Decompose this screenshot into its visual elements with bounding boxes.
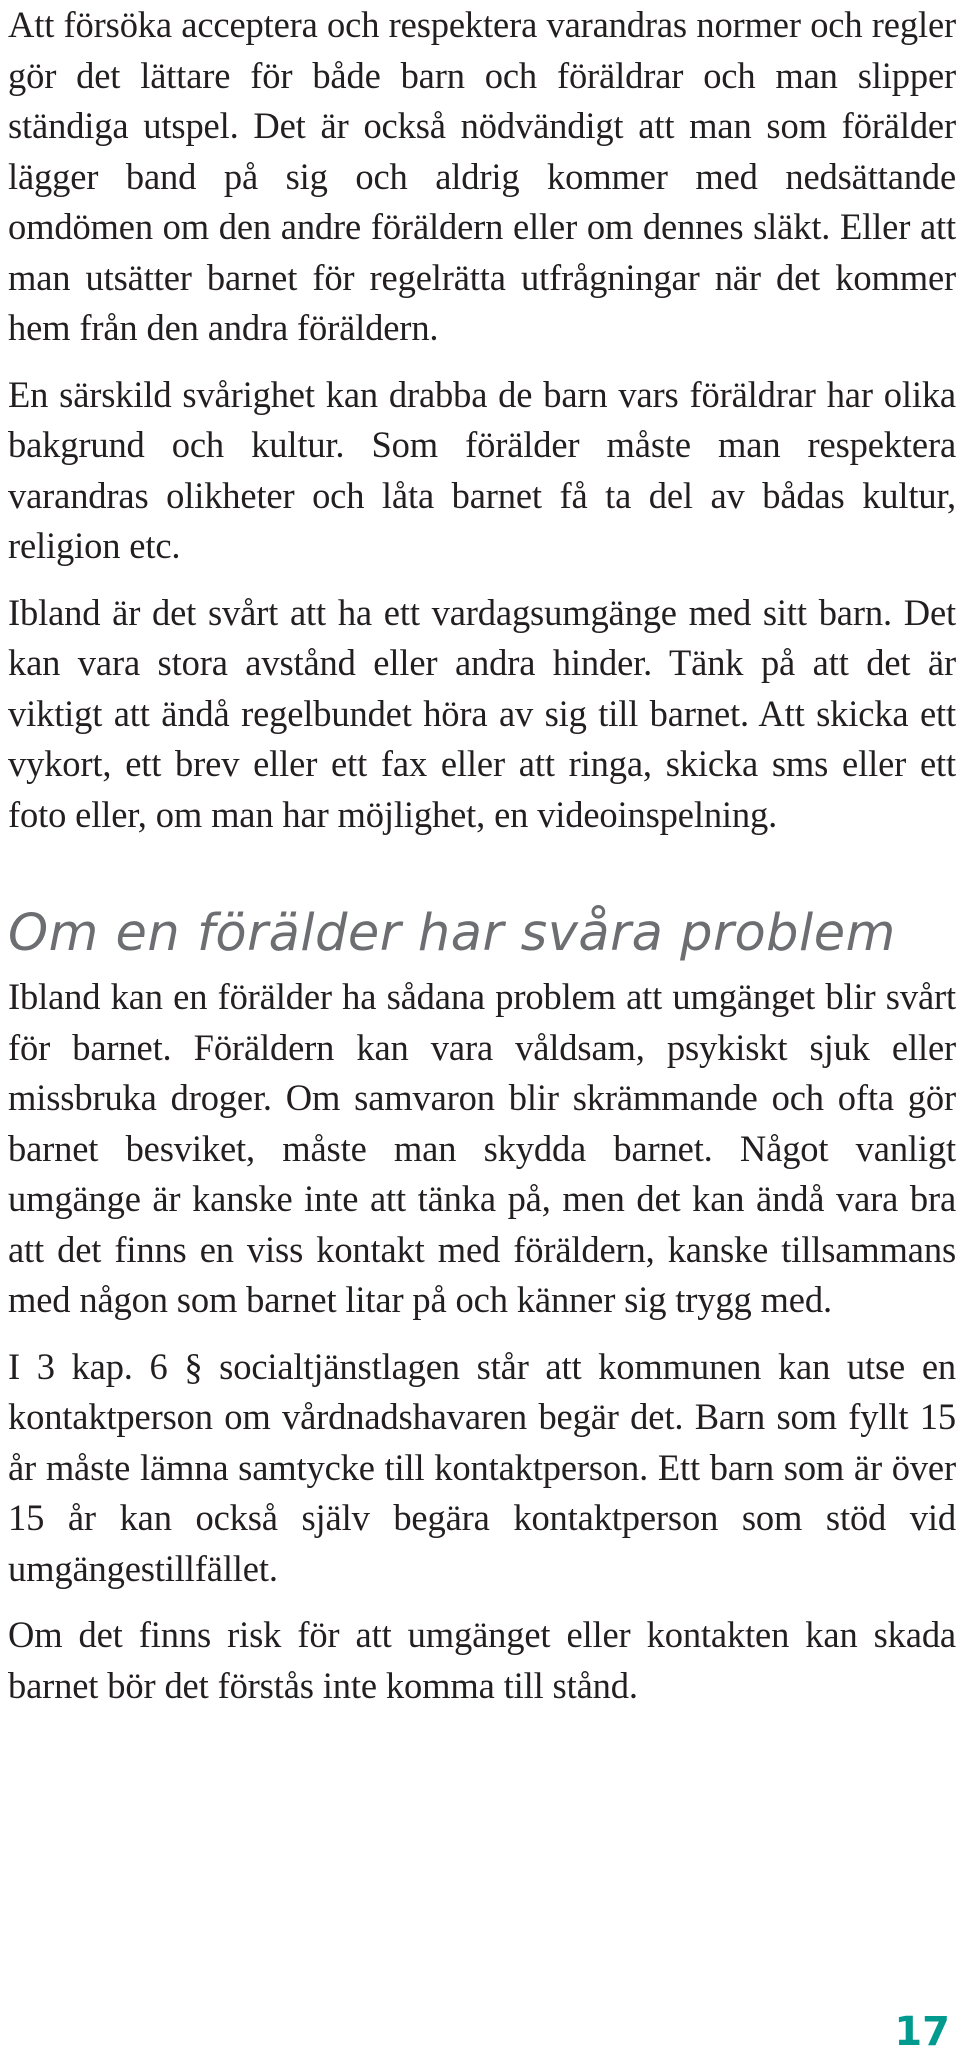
section-paragraph: Ibland kan en förälder ha sådana problem att umgänget blir svårt för barnet. Föräldern kan vara våldsam, psykiskt sjuk eller missbruka droger. Om samvaron blir skrämmande och ofta gör barnet besviket, måste man skydda barnet. Något vanligt umgänge är kanske inte att tänka på, men det kan ändå vara bra att det finns en viss kontakt med föräldern, kanske tillsammans med någon som barnet litar på och känner sig trygg med.	[8, 976, 956, 1320]
body-paragraph: Att försöka acceptera och respektera varandras normer och regler gör det lättare för både barn och föräldrar och man slipper ständiga utspel. Det är också nödvändigt att man som förälder lägger band på sig och aldrig kommer med nedsättande omdömen om den andre föräldern eller om dennes släkt. Eller att man utsätter barnet för regelrätta utfrågningar när det kommer hem från den andra föräldern.	[8, 4, 956, 348]
body-paragraph: En särskild svårighet kan drabba de barn vars föräldrar har olika bakgrund och kultur. Som förälder måste man respektera varandras olikheter och låta barnet få ta del av bådas kultur, religion etc.	[8, 373, 956, 566]
section-paragraph: I 3 kap. 6 § socialtjänstlagen står att kommunen kan utse en kontaktperson om vårdnadshavaren begär det. Barn som fyllt 15 år måste lämna samtycke till kontaktperson. Ett barn som är över 15 år kan också själv begära kontaktperson som stöd vid umgängestillfället.	[8, 1345, 956, 1589]
document-page	[8, 0, 956, 1711]
body-paragraph: Ibland är det svårt att ha ett vardagsumgänge med sitt barn. Det kan vara stora avstånd eller andra hinder. Tänk på att det är viktigt att ändå regelbundet höra av sig till barnet. Att skicka ett vykort, ett brev eller ett fax eller att ringa, skicka sms eller ett foto eller, om man har möjlighet, en videoinspelning.	[8, 591, 956, 835]
section-heading: Om en förälder har svåra problem	[8, 904, 896, 963]
section-paragraph: Om det finns risk för att umgänget eller kontakten kan skada barnet bör det förstås inte komma till stånd.	[8, 1614, 956, 1706]
page-number: 17	[894, 2009, 950, 2055]
